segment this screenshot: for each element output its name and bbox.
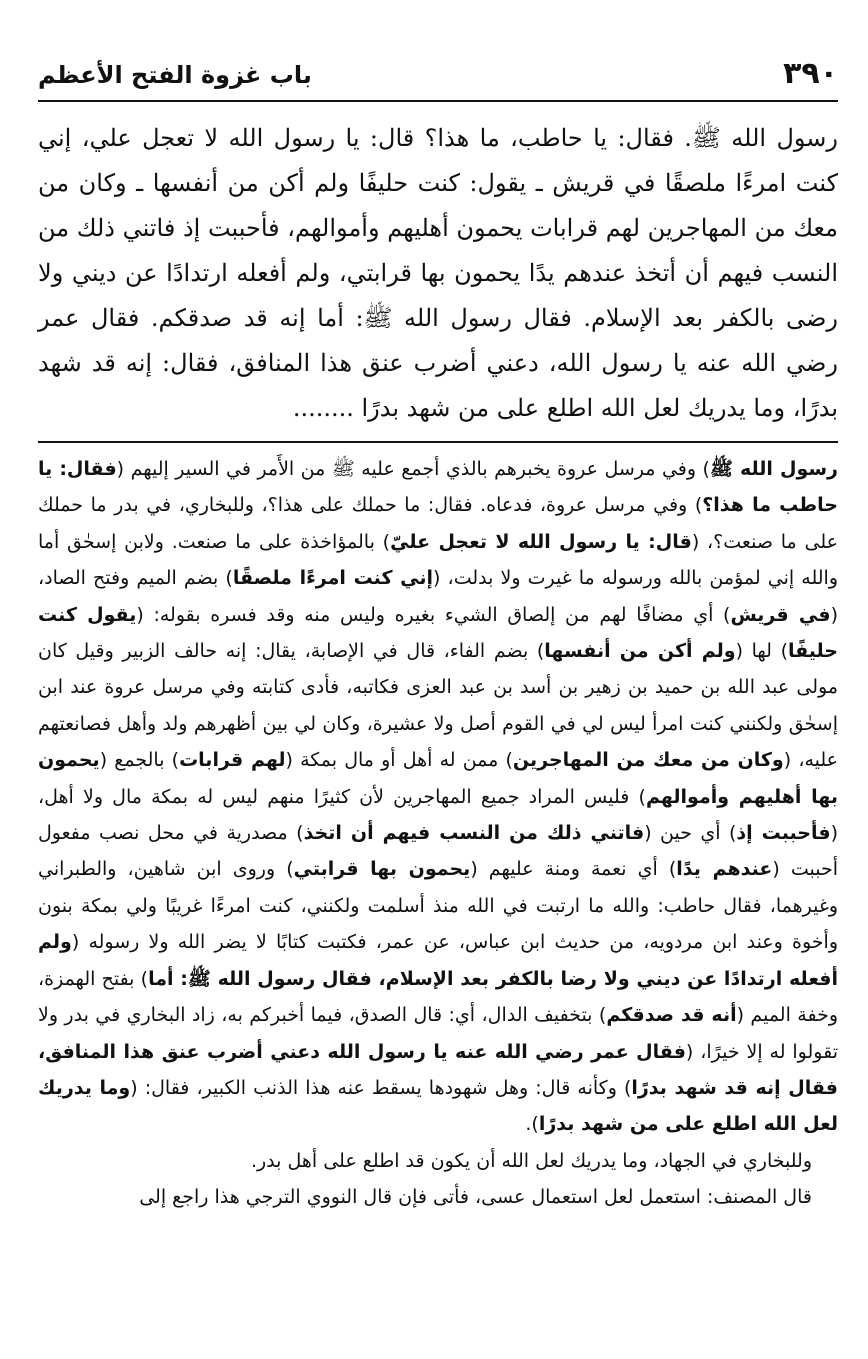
commentary-text: ) أي نعمة ومنة عليهم ( [470, 858, 677, 881]
commentary-text: ) فليس المراد جميع المهاجرين لأن كثيرًا منهم ليس له بمكة مال ولا أهل، ( [38, 785, 838, 845]
quoted-matn: عندهم يدًا [676, 858, 773, 881]
page-header [38, 52, 838, 102]
quoted-matn: في قريش [730, 603, 831, 626]
commentary-text: ) أي حين ( [644, 822, 737, 845]
commentary-paragraph-1 [38, 451, 838, 1143]
commentary [38, 451, 838, 1216]
quoted-matn: فاتني ذلك من النسب فيهم أن اتخذ [303, 822, 645, 845]
commentary-paragraph-3: قال المصنف: استعمل لعل استعمال عسى، فأتى فإن قال النووي الترجي هذا راجع إلى [139, 1186, 812, 1209]
commentary-text: ) بالجمع ( [99, 749, 180, 772]
commentary-text: ) بتخفيف الدال، أي: قال الصدق، فيما أخبركم به، زاد البخاري في بدر ولا تقولوا له إلا خيرًا، ( [38, 1004, 838, 1063]
footnote-divider [38, 441, 838, 443]
commentary-text: ) وفي مرسل عروة يخبرهم بالذي أجمع عليه ﷺ من الأَمر في السير إليهم ( [116, 458, 710, 480]
book-page [38, 52, 838, 1342]
commentary-text: ) مصدرية في محل نصب مفعول أحببت ( [38, 822, 838, 881]
commentary-text: ) وروى ابن شاهين، والطبراني وغيرهما، فقال حاطب: والله ما ارتبت في الله منذ أسلمت ولكنني، كنت امرءًا غريبًا ولي بمكة بنون وأخوة وعند ابن مردويه، من حديث ابن عباس، عن عمر، فكتبت كتابًا لا يضر الله ولا رسوله ( [38, 858, 838, 954]
quoted-matn: فقال عمر رضي الله عنه يا رسول الله دعني أضرب عنق هذا المنافق، فقال إنه قد شهد بدرًا [38, 1040, 838, 1099]
commentary-text: ) بفتح الهمزة، وخفة الميم ( [38, 967, 839, 1027]
quoted-matn: يحمون بها قرابتي [293, 858, 471, 881]
quoted-matn: وكان من معك من المهاجرين [512, 749, 784, 772]
commentary-text: ) بضم الميم وفتح الصاد، ( [38, 567, 839, 626]
quoted-matn: إني كنت امرءًا ملصقًا [232, 567, 434, 590]
hadith-paragraph: رسول الله ﷺ. فقال: يا حاطب، ما هذا؟ قال: يا رسول الله لا تعجل علي، إني كنت امرءًا ملصقًا في قريش ـ يقول: كنت حليفًا ولم أكن من أنفسها ـ وكان من معك من المهاجرين لهم قرابات يحمون أهليهم وأموالهم، فأحببت إذ فاتني ذلك من النسب فيهم أن أتخذ عندهم يدًا يحمون بها قرابتي، ولم أفعله ارتدادًا عن ديني ولا رضى بالكفر بعد الإسلام. فقال رسول الله ﷺ: أما إنه قد صدقكم. فقال عمر رضي الله عنه يا رسول الله، دعني أضرب عنق هذا المنافق، فقال: إنه قد شهد بدرًا، وما يدريك لعل الله اطلع على من شهد بدرًا ........ [38, 124, 838, 422]
commentary-text: ) ممن له أهل أو مال بمكة ( [285, 749, 513, 772]
quoted-matn: فأحببت إذ [736, 822, 831, 845]
quoted-matn: يقول كنت حليفًا [38, 603, 838, 663]
quoted-matn: ولم أكن من أنفسها [544, 640, 736, 663]
quoted-matn: فقال: يا حاطب ما هذا؟ [38, 458, 838, 517]
chapter-title: باب غزوة الفتح الأعظم [38, 61, 312, 89]
commentary-text: ) بالمؤاخذة على ما صنعت. ولابن إسحٰق أما والله إني لمؤمن بالله ورسوله ما غيرت ولا بدلت، ( [38, 530, 838, 590]
commentary-text: ) أي مضافًا لهم من إلصاق الشيء بغيره وليس منه وقد فسره بقوله: ( [136, 603, 731, 626]
quoted-matn: يحمون بها أهليهم وأموالهم [38, 749, 838, 808]
hadith-text [38, 116, 838, 431]
quoted-matn: ولم أفعله ارتدادًا عن ديني ولا رضا بالكفر بعد الإسلام، فقال رسول الله ﷺ: أما [38, 931, 838, 990]
quoted-matn: أنه قد صدقكم [606, 1004, 737, 1027]
quoted-matn: رسول الله ﷺ [709, 458, 838, 480]
commentary-text: ) بضم الفاء، قال في الإصابة، يقال: إنه حالف الزبير وقيل كان مولى عبد الله بن حميد بن زهير بن أسد بن عبد العزى فكاتبه، فأدى كتابته وفي مرسل عروة عند ابن إسحٰق ولكنني كنت امرأ ليس لي في القوم أصل ولا عشيرة، وكان لي بين أظهرهم ولد وأهل فصانعتهم عليه، ( [38, 640, 838, 772]
commentary-text: ) وفي مرسل عروة، فدعاه. فقال: ما حملك على هذا؟، وللبخاري، في بدر ما حملك على ما صنعت؟، ( [38, 494, 838, 553]
page-number: ٣٩٠ [783, 56, 838, 91]
commentary-paragraph-2: وللبخاري في الجهاد، وما يدريك لعل الله أن يكون قد اطلع على أهل بدر. [250, 1149, 812, 1172]
quoted-matn: لهم قرابات [179, 749, 286, 772]
quoted-matn: قال: يا رسول الله لا تعجل عليّ [390, 530, 692, 553]
commentary-text: ) وكأنه قال: وهل شهودها يسقط عنه هذا الذنب الكبير، فقال: ( [130, 1076, 632, 1099]
commentary-text: ). [525, 1113, 539, 1136]
quoted-matn: وما يدريك لعل الله اطلع على من شهد بدرًا [38, 1076, 838, 1136]
commentary-text: ) لها ( [735, 640, 788, 663]
